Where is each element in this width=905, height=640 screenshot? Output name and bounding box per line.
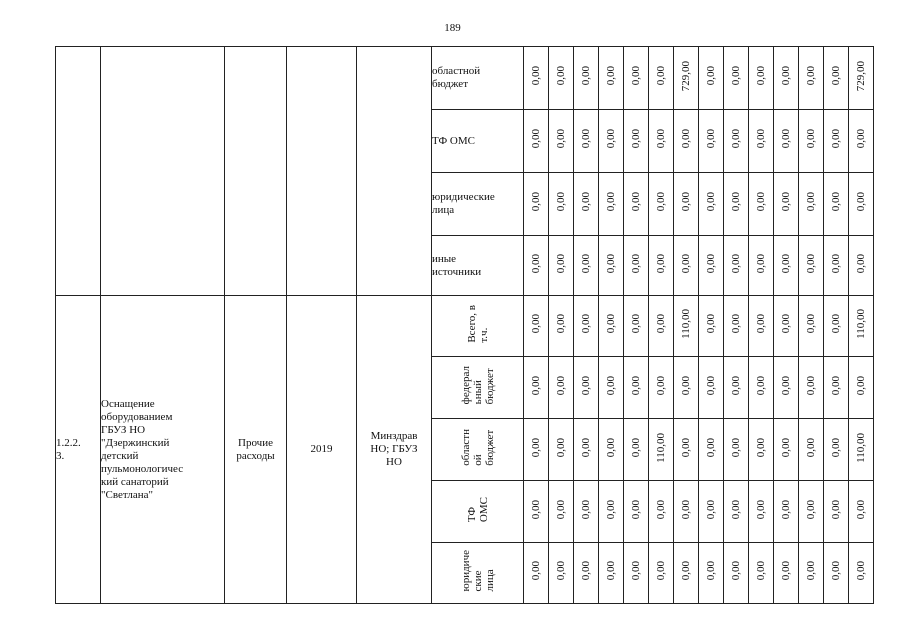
value-cell [524,296,549,357]
value-cell [649,47,674,110]
value-cell [799,47,824,110]
value-cell [699,47,724,110]
value-cell [549,236,574,296]
value-text: 0,00 [530,437,542,458]
value-cell [574,419,599,481]
value-text: 0,00 [855,253,867,274]
value-text: 0,00 [705,129,717,149]
value-cell [699,173,724,236]
value-text: 0,00 [705,437,717,458]
funding-source-text: Всего, в т.ч. [465,305,490,343]
value-text: 0,00 [655,499,667,520]
funding-source-text: ТФ ОМС [465,496,490,523]
cont-expense-cell [225,47,287,296]
value-cell [724,110,749,173]
cont-executor-cell [357,47,432,296]
value-cell [599,173,624,236]
value-cell [624,296,649,357]
value-text: 0,00 [805,129,817,149]
value-cell [699,543,724,604]
value-cell [624,419,649,481]
value-text: 0,00 [730,129,742,149]
value-text: 0,00 [755,253,767,274]
value-cell [749,47,774,110]
value-cell [724,543,749,604]
value-text: 0,00 [705,499,717,520]
value-text: 0,00 [555,499,567,520]
value-cell [849,110,874,173]
year: 2019 [287,296,357,604]
value-cell [574,296,599,357]
value-text: 0,00 [680,253,692,274]
value-text: 0,00 [580,192,592,212]
value-text: 0,00 [680,499,692,520]
value-cell [849,236,874,296]
value-text: 0,00 [555,375,567,396]
value-text: 0,00 [830,314,842,334]
value-cell [624,357,649,419]
value-cell [574,357,599,419]
value-cell [799,236,824,296]
value-cell [524,236,549,296]
value-text: 0,00 [755,192,767,212]
value-text: 0,00 [755,375,767,396]
expense-type: Прочие расходы [225,296,287,604]
value-cell [549,296,574,357]
value-cell [699,481,724,543]
value-cell [624,173,649,236]
table-row [56,296,874,357]
value-cell [774,543,799,604]
value-cell [749,481,774,543]
value-text: 0,00 [630,561,642,581]
value-cell [599,357,624,419]
value-text: 0,00 [580,314,592,334]
value-text: 0,00 [780,561,792,581]
value-cell [749,236,774,296]
value-text: 0,00 [730,192,742,212]
value-cell [824,173,849,236]
value-cell [574,481,599,543]
value-cell [799,357,824,419]
value-cell [749,419,774,481]
value-cell [549,357,574,419]
value-text: 0,00 [780,192,792,212]
funding-source-label: ТФ ОМС [432,110,524,173]
value-text: 0,00 [605,499,617,520]
value-text: 0,00 [680,192,692,212]
value-text: 0,00 [555,129,567,149]
value-cell [774,419,799,481]
value-cell [699,357,724,419]
value-cell [674,543,699,604]
value-text: 0,00 [730,499,742,520]
cont-number-cell [56,47,101,296]
budget-table [55,46,874,604]
value-text: 0,00 [630,314,642,334]
value-cell [549,47,574,110]
value-text: 0,00 [730,437,742,458]
value-text: 0,00 [705,66,717,86]
value-text: 0,00 [755,66,767,86]
value-text: 0,00 [755,561,767,581]
value-cell [599,110,624,173]
value-text: 0,00 [730,253,742,274]
value-text: 0,00 [730,561,742,581]
value-cell [774,110,799,173]
value-cell [649,357,674,419]
funding-source-label [432,296,524,357]
funding-source-label [432,543,524,604]
value-text: 0,00 [605,66,617,86]
value-text: 110,00 [680,309,692,339]
value-cell [749,543,774,604]
value-cell [599,47,624,110]
value-cell [849,173,874,236]
value-cell [824,419,849,481]
value-text: 0,00 [730,375,742,396]
value-cell [774,357,799,419]
value-text: 0,00 [555,561,567,581]
value-cell [674,173,699,236]
value-cell [724,481,749,543]
value-text: 0,00 [630,66,642,86]
value-cell [724,419,749,481]
value-cell [749,173,774,236]
value-cell [724,236,749,296]
value-cell [674,357,699,419]
value-cell [774,481,799,543]
value-cell [524,357,549,419]
value-text: 0,00 [705,192,717,212]
value-cell [799,173,824,236]
value-cell [624,110,649,173]
value-cell [774,296,799,357]
value-cell [624,236,649,296]
value-text: 0,00 [830,375,842,396]
value-cell [649,481,674,543]
value-cell [649,110,674,173]
value-cell [799,419,824,481]
value-text: 0,00 [780,129,792,149]
value-cell [549,543,574,604]
value-text: 0,00 [755,129,767,149]
value-cell [774,173,799,236]
value-text: 0,00 [605,192,617,212]
value-cell [624,543,649,604]
value-text: 729,00 [855,60,867,92]
value-text: 0,00 [780,314,792,334]
value-text: 0,00 [755,437,767,458]
value-text: 0,00 [655,253,667,274]
funding-source-text: федерал ьный бюджет [459,366,496,405]
value-text: 110,00 [655,432,667,463]
value-text: 0,00 [605,561,617,581]
value-text: 0,00 [680,375,692,396]
value-text: 0,00 [805,561,817,581]
value-cell [849,419,874,481]
value-text: 0,00 [655,375,667,396]
value-cell [524,110,549,173]
value-text: 0,00 [830,561,842,581]
value-text: 0,00 [630,375,642,396]
value-text: 0,00 [705,375,717,396]
value-text: 0,00 [605,314,617,334]
value-text: 0,00 [555,192,567,212]
value-text: 0,00 [830,129,842,149]
funding-source-label [432,357,524,419]
value-cell [724,173,749,236]
value-text: 0,00 [605,437,617,458]
value-cell [674,47,699,110]
value-text: 0,00 [705,253,717,274]
funding-source-label: областной бюджет [432,47,524,110]
value-cell [674,419,699,481]
value-text: 0,00 [655,66,667,86]
value-text: 0,00 [855,192,867,212]
cont-year-cell [287,47,357,296]
value-text: 0,00 [580,66,592,86]
value-cell [574,47,599,110]
value-text: 0,00 [530,129,542,149]
value-text: 0,00 [580,561,592,581]
value-text: 0,00 [530,253,542,274]
value-text: 0,00 [555,314,567,334]
value-cell [849,481,874,543]
value-text: 0,00 [555,253,567,274]
value-cell [574,173,599,236]
value-cell [699,110,724,173]
value-cell [524,481,549,543]
value-cell [749,357,774,419]
value-cell [799,481,824,543]
funding-source-label [432,419,524,481]
funding-source-text: юридиче ские лица [459,550,496,592]
value-text: 0,00 [630,192,642,212]
value-text: 0,00 [830,192,842,212]
item-number: 1.2.2. 3. [56,296,101,604]
value-text: 0,00 [855,129,867,149]
value-cell [649,236,674,296]
value-text: 729,00 [680,60,692,92]
value-text: 0,00 [780,253,792,274]
value-cell [774,236,799,296]
value-cell [599,236,624,296]
funding-source-label: иные источники [432,236,524,296]
value-cell [749,110,774,173]
value-text: 0,00 [680,561,692,581]
value-cell [599,296,624,357]
value-cell [624,481,649,543]
value-cell [624,47,649,110]
value-cell [849,357,874,419]
value-text: 0,00 [655,192,667,212]
value-cell [849,47,874,110]
value-text: 0,00 [755,499,767,520]
value-text: 0,00 [805,437,817,458]
value-cell [699,419,724,481]
value-cell [524,47,549,110]
value-text: 0,00 [780,66,792,86]
value-text: 0,00 [680,437,692,458]
value-text: 0,00 [580,253,592,274]
value-cell [774,47,799,110]
value-text: 0,00 [655,314,667,334]
value-cell [649,173,674,236]
funding-source-label [432,481,524,543]
value-text: 0,00 [605,253,617,274]
value-text: 0,00 [580,375,592,396]
value-cell [524,173,549,236]
value-cell [599,543,624,604]
value-text: 0,00 [705,314,717,334]
value-cell [824,481,849,543]
value-cell [824,357,849,419]
value-text: 0,00 [805,375,817,396]
value-text: 0,00 [805,499,817,520]
value-text: 0,00 [730,66,742,86]
value-cell [724,357,749,419]
value-text: 0,00 [805,314,817,334]
value-cell [824,543,849,604]
value-text: 0,00 [555,66,567,86]
value-cell [649,419,674,481]
value-text: 0,00 [805,192,817,212]
value-text: 0,00 [830,253,842,274]
value-text: 0,00 [580,499,592,520]
value-text: 0,00 [755,314,767,334]
value-text: 0,00 [530,314,542,334]
value-text: 0,00 [855,375,867,396]
value-cell [649,543,674,604]
value-cell [799,543,824,604]
value-text: 0,00 [780,375,792,396]
value-cell [824,236,849,296]
value-text: 0,00 [555,437,567,458]
page-number: 189 [444,22,461,34]
value-text: 0,00 [530,499,542,520]
value-text: 0,00 [855,499,867,520]
executor: Минздрав НО; ГБУЗ НО [357,296,432,604]
value-cell [674,236,699,296]
value-text: 0,00 [630,437,642,458]
value-cell [524,543,549,604]
value-cell [824,47,849,110]
value-text: 0,00 [530,561,542,581]
value-cell [799,110,824,173]
value-text: 0,00 [730,314,742,334]
value-cell [674,296,699,357]
value-text: 0,00 [530,66,542,86]
value-cell [849,543,874,604]
value-cell [724,47,749,110]
funding-source-label: юридические лица [432,173,524,236]
value-cell [699,296,724,357]
value-text: 0,00 [630,129,642,149]
value-cell [724,296,749,357]
value-cell [549,110,574,173]
value-cell [649,296,674,357]
value-cell [849,296,874,357]
value-text: 0,00 [655,561,667,581]
value-text: 0,00 [780,437,792,458]
value-cell [524,419,549,481]
value-cell [574,543,599,604]
value-text: 110,00 [855,309,867,339]
value-cell [549,173,574,236]
value-text: 0,00 [780,499,792,520]
value-text: 0,00 [530,192,542,212]
value-text: 0,00 [580,129,592,149]
table-row [56,47,874,110]
funding-source-text: областн ой бюджет [459,429,496,466]
value-text: 0,00 [605,129,617,149]
value-text: 0,00 [580,437,592,458]
value-text: 0,00 [630,499,642,520]
value-text: 0,00 [530,375,542,396]
value-cell [824,296,849,357]
value-text: 0,00 [705,561,717,581]
value-text: 0,00 [830,66,842,86]
value-cell [574,236,599,296]
value-cell [549,419,574,481]
value-cell [674,481,699,543]
value-cell [674,110,699,173]
value-cell [799,296,824,357]
value-text: 0,00 [655,129,667,149]
value-cell [699,236,724,296]
value-cell [549,481,574,543]
value-text: 0,00 [605,375,617,396]
item-name: Оснащение оборудованием ГБУЗ НО "Дзержинский детский пульмонологичес кий санаторий "Светлана" [101,296,225,604]
value-cell [749,296,774,357]
value-text: 0,00 [680,129,692,149]
value-text: 0,00 [805,66,817,86]
value-text: 0,00 [830,499,842,520]
value-cell [824,110,849,173]
value-text: 0,00 [855,561,867,581]
value-cell [599,481,624,543]
cont-name-cell [101,47,225,296]
value-text: 0,00 [830,437,842,458]
value-text: 110,00 [855,432,867,463]
value-cell [599,419,624,481]
value-text: 0,00 [805,253,817,274]
value-cell [574,110,599,173]
value-text: 0,00 [630,253,642,274]
